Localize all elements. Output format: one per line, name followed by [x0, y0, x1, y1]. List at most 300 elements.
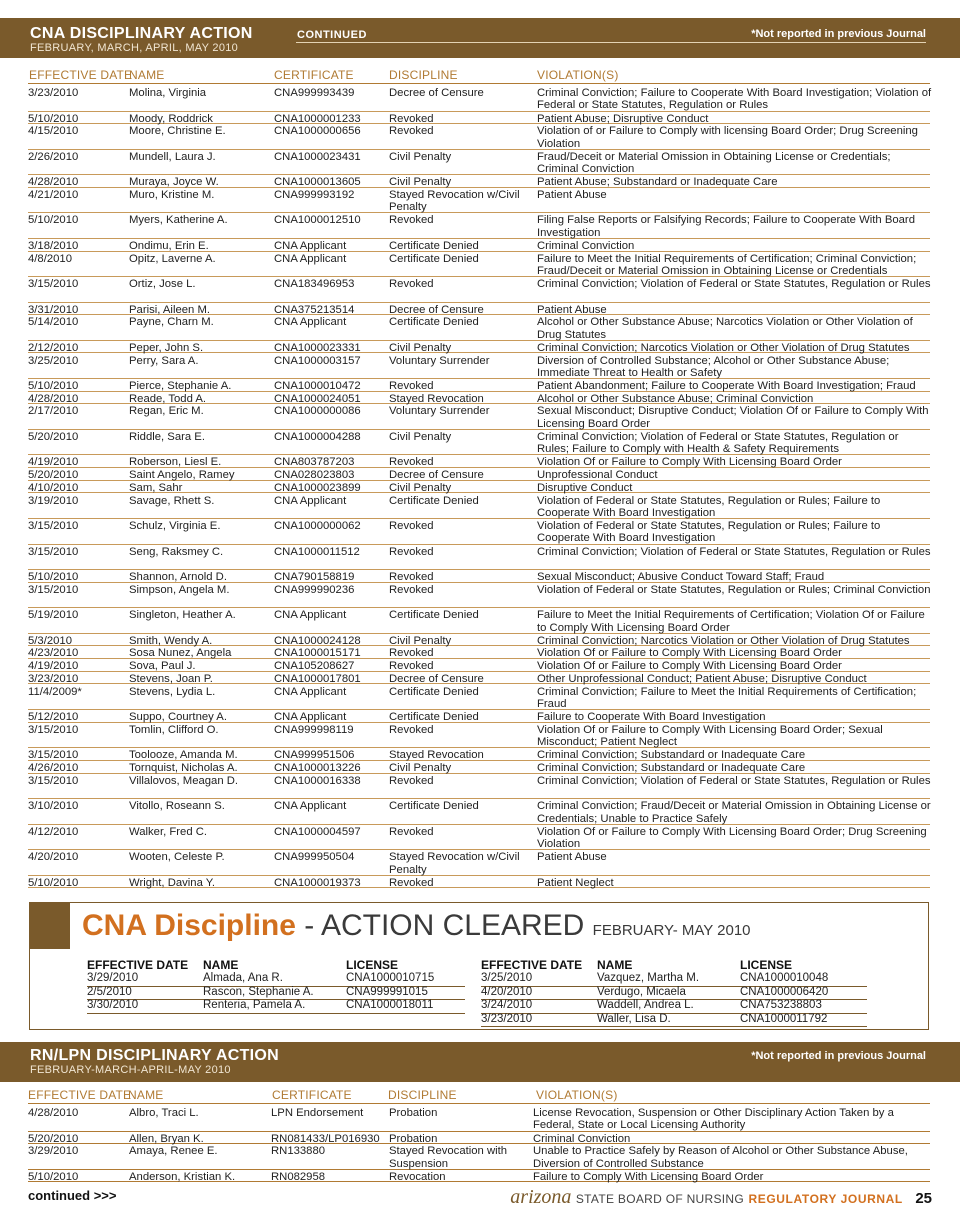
effective-date: 3/31/2010 — [28, 303, 79, 316]
discipline: Civil Penalty — [389, 430, 452, 443]
effective-date: 5/20/2010 — [28, 1132, 79, 1145]
name: Regan, Eric M. — [129, 405, 204, 418]
name: Peper, John S. — [129, 341, 204, 354]
name: Ondimu, Erin E. — [129, 239, 209, 252]
name: Riddle, Sara E. — [129, 430, 205, 443]
cleared-column-header: NAME — [203, 958, 239, 972]
name: Stevens, Joan P. — [129, 672, 213, 685]
effective-date: 4/15/2010 — [28, 125, 79, 138]
name: Savage, Rhett S. — [129, 494, 215, 507]
certificate: CNA1000024051 — [274, 392, 361, 405]
certificate: RN133880 — [271, 1145, 326, 1158]
effective-date: 4/19/2010 — [28, 456, 79, 469]
discipline: Certificate Denied — [389, 494, 479, 507]
violation: Alcohol or Other Substance Abuse; Narcotics Violation or Other Violation of Drug Statutes — [537, 316, 913, 341]
column-header: DISCIPLINE — [389, 68, 458, 82]
certificate: CNA999990236 — [274, 583, 355, 596]
table-row — [28, 748, 930, 761]
name: Muro, Kristine M. — [129, 188, 215, 201]
certificate: CNA Applicant — [274, 609, 347, 622]
table-row — [28, 481, 930, 494]
discipline: Certificate Denied — [389, 711, 479, 723]
cleared-license: CNA1000006420 — [740, 985, 829, 998]
table-row — [28, 239, 930, 252]
effective-date: 3/23/2010 — [28, 87, 79, 99]
certificate: CNA1000000062 — [274, 520, 361, 532]
effective-date: 4/19/2010 — [28, 660, 79, 673]
discipline: Revoked — [389, 825, 434, 838]
effective-date: 5/10/2010 — [28, 380, 79, 392]
effective-date: 4/12/2010 — [28, 825, 79, 838]
cleared-title-bold: CNA Discipline — [82, 909, 296, 942]
violation: Patient Abuse; Disruptive Conduct — [537, 112, 709, 125]
effective-date: 2/17/2010 — [28, 405, 79, 418]
discipline: Voluntary Surrender — [389, 354, 490, 367]
table-row — [28, 86, 930, 112]
cleared-column-header: LICENSE — [346, 958, 399, 972]
effective-date: 4/8/2010 — [28, 252, 72, 265]
name: Sova, Paul J. — [129, 660, 196, 673]
effective-date: 5/20/2010 — [28, 469, 79, 482]
discipline: Civil Penalty — [389, 176, 452, 189]
cleared-license: CNA999991015 — [346, 985, 428, 998]
certificate: CNA1000019373 — [274, 876, 361, 889]
certificate: LPN Endorsement — [271, 1107, 364, 1119]
table-row — [28, 723, 930, 749]
cleared-title — [82, 909, 751, 943]
table-row — [28, 188, 930, 214]
name: Shannon, Arnold D. — [129, 571, 227, 583]
cleared-row — [87, 986, 465, 1001]
effective-date: 11/4/2009* — [28, 685, 82, 698]
certificate: CNA1000013226 — [274, 761, 361, 774]
table-row — [28, 850, 930, 876]
table-row — [28, 213, 930, 239]
effective-date: 4/28/2010 — [28, 176, 79, 189]
effective-date: 5/10/2010 — [28, 1170, 79, 1183]
discipline: Certificate Denied — [389, 316, 479, 329]
violation: Patient Neglect — [537, 876, 614, 889]
rn-section-title: RN/LPN DISCIPLINARY ACTION — [30, 1047, 279, 1064]
table-row — [28, 354, 930, 380]
table-row — [28, 404, 930, 430]
certificate: CNA1000017801 — [274, 672, 361, 685]
rn-header-band — [0, 1042, 960, 1082]
effective-date: 3/23/2010 — [28, 672, 79, 685]
effective-date: 3/15/2010 — [28, 545, 79, 558]
publication-brand — [510, 1186, 932, 1209]
cna-section-title: CNA DISCIPLINARY ACTION — [30, 25, 253, 42]
discipline: Revocation — [389, 1170, 446, 1183]
discipline: Stayed Revocation with Suspension — [389, 1145, 508, 1170]
effective-date: 3/19/2010 — [28, 494, 79, 507]
certificate: CNA1000023331 — [274, 341, 361, 354]
cleared-name: Vazquez, Martha M. — [597, 972, 700, 984]
discipline: Certificate Denied — [389, 239, 479, 252]
discipline: Revoked — [389, 876, 434, 889]
cleared-column-header: EFFECTIVE DATE — [87, 958, 189, 972]
certificate: CNA1000023431 — [274, 150, 361, 163]
cleared-name: Rascon, Stephanie A. — [203, 985, 314, 998]
name: Muraya, Joyce W. — [129, 176, 219, 189]
violation: Violation of or Failure to Comply with licensing Board Order; Drug Screening Violation — [537, 125, 918, 150]
violation: Diversion of Controlled Substance; Alcohol or Other Substance Abuse; Immediate Threat to Health or Safety — [537, 354, 890, 379]
discipline: Revoked — [389, 647, 434, 660]
table-row — [28, 392, 930, 405]
table-row — [28, 303, 930, 316]
violation: Sexual Misconduct; Abusive Conduct Toward Staff; Fraud — [537, 571, 825, 583]
cleared-title-period: FEBRUARY- MAY 2010 — [592, 922, 751, 939]
discipline: Stayed Revocation w/Civil Penalty — [389, 851, 520, 876]
effective-date: 4/20/2010 — [28, 851, 79, 864]
certificate: CNA1000004597 — [274, 825, 361, 838]
name: Parisi, Aileen M. — [129, 303, 210, 316]
cleared-row — [481, 1013, 867, 1028]
table-row — [28, 494, 930, 520]
name: Albro, Traci L. — [129, 1107, 199, 1119]
violation: Patient Abuse — [537, 188, 607, 201]
certificate: CNA1000003157 — [274, 354, 361, 367]
cleared-license: CNA1000018011 — [346, 999, 434, 1012]
effective-date: 5/12/2010 — [28, 711, 79, 723]
cleared-accent-bar — [30, 903, 70, 949]
violation: Other Unprofessional Conduct; Patient Abuse; Disruptive Conduct — [537, 672, 867, 685]
effective-date: 4/23/2010 — [28, 647, 79, 660]
discipline: Voluntary Surrender — [389, 405, 490, 418]
certificate: CNA790158819 — [274, 571, 355, 583]
violation: Failure to Meet the Initial Requirements of Certification; Violation Of or Failure to Comply With Licensing Board Order — [537, 609, 925, 634]
certificate: CNA999950504 — [274, 851, 355, 864]
cleared-title-main: - ACTION CLEARED — [295, 909, 593, 942]
cna-section-subtitle: FEBRUARY, MARCH, APRIL, MAY 2010 — [30, 42, 239, 54]
cleared-row — [481, 972, 867, 987]
certificate: RN082958 — [271, 1170, 326, 1183]
certificate: CNA Applicant — [274, 316, 347, 329]
cleared-column-header: NAME — [597, 958, 633, 972]
effective-date: 3/15/2010 — [28, 583, 79, 596]
table-row — [28, 1132, 930, 1145]
cleared-name: Renteria, Pamela A. — [203, 999, 306, 1012]
violation: Criminal Conviction; Failure to Cooperate With Board Investigation; Violation of Federal or State Statutes, Regulation or Rules — [537, 87, 932, 112]
continued-label: CONTINUED — [297, 29, 367, 41]
name: Myers, Katherine A. — [129, 214, 228, 227]
violation: Sexual Misconduct; Disruptive Conduct; Violation Of or Failure to Comply With Licensing Board Order — [537, 405, 929, 430]
cleared-date: 2/5/2010 — [87, 985, 132, 998]
effective-date: 5/19/2010 — [28, 609, 79, 622]
effective-date: 5/10/2010 — [28, 571, 79, 583]
discipline: Civil Penalty — [389, 634, 452, 647]
name: Roberson, Liesl E. — [129, 456, 222, 469]
violation: Criminal Conviction; Substandard or Inadequate Care — [537, 749, 806, 762]
column-header: CERTIFICATE — [272, 1088, 352, 1102]
table-row — [28, 150, 930, 176]
effective-date: 3/15/2010 — [28, 278, 79, 291]
discipline: Civil Penalty — [389, 341, 452, 354]
table-row — [28, 876, 930, 889]
violation: Disruptive Conduct — [537, 481, 633, 494]
effective-date: 4/28/2010 — [28, 1107, 79, 1119]
table-row — [28, 468, 930, 481]
cleared-date: 3/30/2010 — [87, 999, 139, 1012]
effective-date: 5/10/2010 — [28, 214, 79, 227]
violation: Violation of Federal or State Statutes, Regulation or Rules; Criminal Conviction — [537, 583, 931, 596]
name: Wooten, Celeste P. — [129, 851, 225, 864]
action-cleared-box — [29, 902, 929, 1030]
column-header: VIOLATION(S) — [536, 1088, 618, 1102]
table-row — [28, 545, 930, 571]
certificate: CNA Applicant — [274, 800, 347, 813]
name: Seng, Raksmey C. — [129, 545, 224, 558]
discipline: Decree of Censure — [389, 469, 484, 482]
certificate: CNA1000000086 — [274, 405, 361, 418]
certificate: CNA1000004288 — [274, 430, 361, 443]
discipline: Revoked — [389, 125, 434, 138]
name: Opitz, Laverne A. — [129, 252, 216, 265]
cleared-license: CNA1000010715 — [346, 972, 435, 984]
effective-date: 5/14/2010 — [28, 316, 79, 329]
column-header: EFFECTIVE DATE — [29, 68, 133, 82]
name: Vitollo, Roseann S. — [129, 800, 225, 813]
table-row — [28, 710, 930, 723]
violation: Violation Of or Failure to Comply With Licensing Board Order; Drug Screening Violation — [537, 825, 927, 850]
violation: Criminal Conviction; Violation of Federal or State Statutes, Regulation or Rules — [537, 774, 931, 787]
violation: License Revocation, Suspension or Other Disciplinary Action Taken by a Federal, State or Local Licensing Authority — [533, 1107, 894, 1132]
discipline: Decree of Censure — [389, 87, 484, 99]
discipline: Revoked — [389, 456, 434, 469]
certificate: CNA1000001233 — [274, 112, 361, 125]
cleared-row — [481, 986, 867, 1001]
violation: Filing False Reports or Falsifying Records; Failure to Cooperate With Board Investigation — [537, 214, 915, 239]
name: Singleton, Heather A. — [129, 609, 236, 622]
column-header: NAME — [128, 1088, 164, 1102]
table-row — [28, 659, 930, 672]
violation: Criminal Conviction; Failure to Meet the Initial Requirements of Certification; Fraud — [537, 685, 917, 710]
violation: Patient Abuse; Substandard or Inadequate Care — [537, 176, 778, 189]
name: Payne, Charn M. — [129, 316, 214, 329]
name: Saint Angelo, Ramey — [129, 469, 235, 482]
cleared-license: CNA1000010048 — [740, 972, 829, 984]
cleared-column-header: EFFECTIVE DATE — [481, 958, 583, 972]
table-row — [28, 1144, 930, 1170]
discipline: Civil Penalty — [389, 481, 452, 494]
column-header: CERTIFICATE — [274, 68, 354, 82]
certificate: CNA999993192 — [274, 188, 355, 201]
violation: Violation of Federal or State Statutes, Regulation or Rules; Failure to Cooperate With Board Investigation — [537, 494, 881, 519]
table-row — [28, 1170, 930, 1183]
discipline: Revoked — [389, 774, 434, 787]
effective-date: 3/29/2010 — [28, 1145, 79, 1158]
certificate: CNA Applicant — [274, 239, 347, 252]
violation: Violation Of or Failure to Comply With Licensing Board Order — [537, 660, 842, 673]
effective-date: 3/25/2010 — [28, 354, 79, 367]
discipline: Probation — [389, 1132, 438, 1145]
discipline: Revoked — [389, 278, 434, 291]
column-header: EFFECTIVE DATE — [28, 1088, 132, 1102]
effective-date: 5/20/2010 — [28, 430, 79, 443]
table-row — [28, 646, 930, 659]
cna-header-line — [28, 83, 930, 84]
certificate: CNA1000013605 — [274, 176, 361, 189]
violation: Criminal Conviction; Substandard or Inadequate Care — [537, 761, 806, 774]
effective-date: 3/15/2010 — [28, 749, 79, 762]
certificate: CNA Applicant — [274, 252, 347, 265]
cleared-date: 3/23/2010 — [481, 1012, 533, 1025]
discipline: Probation — [389, 1107, 438, 1119]
table-row — [28, 112, 930, 125]
table-row — [28, 685, 930, 711]
discipline: Certificate Denied — [389, 609, 479, 622]
discipline: Stayed Revocation — [389, 749, 484, 762]
name: Molina, Virginia — [129, 87, 207, 99]
effective-date: 2/12/2010 — [28, 341, 79, 354]
name: Reade, Todd A. — [129, 392, 207, 405]
certificate: RN081433/LP016930 — [271, 1132, 380, 1145]
table-row — [28, 379, 930, 392]
table-row — [28, 825, 930, 851]
discipline: Revoked — [389, 660, 434, 673]
name: Pierce, Stephanie A. — [129, 380, 232, 392]
table-row — [28, 761, 930, 774]
table-row — [28, 277, 930, 303]
name: Stevens, Lydia L. — [129, 685, 216, 698]
name: Simpson, Angela M. — [129, 583, 230, 596]
column-header: DISCIPLINE — [388, 1088, 457, 1102]
cleared-row — [87, 972, 465, 987]
discipline: Revoked — [389, 380, 434, 392]
name: Anderson, Kristian K. — [129, 1170, 236, 1183]
cleared-date: 3/24/2010 — [481, 999, 533, 1012]
effective-date: 4/21/2010 — [28, 188, 79, 201]
certificate: CNA028023803 — [274, 469, 355, 482]
certificate: CNA1000024128 — [274, 634, 361, 647]
table-row — [28, 570, 930, 583]
name: Tomlin, Clifford O. — [129, 723, 219, 736]
discipline: Certificate Denied — [389, 800, 479, 813]
table-row — [28, 799, 930, 825]
brand-state: arizona — [510, 1186, 572, 1208]
violation: Patient Abuse — [537, 851, 607, 864]
table-row — [28, 672, 930, 685]
violation: Violation Of or Failure to Comply With Licensing Board Order; Sexual Misconduct; Patient Neglect — [537, 723, 883, 749]
effective-date: 5/3/2010 — [28, 634, 72, 647]
name: Amaya, Renee E. — [129, 1145, 218, 1158]
certificate: CNA999993439 — [274, 87, 355, 99]
discipline: Decree of Censure — [389, 672, 484, 685]
table-row — [28, 608, 930, 634]
table-row — [28, 430, 930, 456]
effective-date: 5/10/2010 — [28, 876, 79, 889]
table-row — [28, 455, 930, 468]
name: Moody, Roddrick — [129, 112, 213, 125]
discipline: Revoked — [389, 723, 434, 736]
name: Sosa Nunez, Angela — [129, 647, 232, 660]
name: Schulz, Virginia E. — [129, 520, 221, 532]
violation: Violation Of or Failure to Comply With Licensing Board Order — [537, 456, 842, 469]
certificate: CNA999998119 — [274, 723, 354, 736]
certificate: CNA1000011512 — [274, 545, 360, 558]
certificate: CNA1000016338 — [274, 774, 361, 787]
name: Toolooze, Amanda M. — [129, 749, 238, 762]
violation: Criminal Conviction; Violation of Federal or State Statutes, Regulation or Rules — [537, 278, 931, 291]
name: Walker, Fred C. — [129, 825, 208, 838]
effective-date: 5/10/2010 — [28, 112, 79, 125]
effective-date: 4/10/2010 — [28, 481, 79, 494]
column-header: NAME — [129, 68, 165, 82]
cleared-license: CNA753238803 — [740, 999, 822, 1012]
name: Moore, Christine E. — [129, 125, 226, 138]
violation: Criminal Conviction; Narcotics Violation or Other Violation of Drug Statutes — [537, 341, 910, 354]
certificate: CNA Applicant — [274, 711, 347, 723]
certificate: CNA1000015171 — [274, 647, 361, 660]
effective-date: 4/28/2010 — [28, 392, 79, 405]
discipline: Revoked — [389, 214, 434, 227]
certificate: CNA803787203 — [274, 456, 355, 469]
discipline: Certificate Denied — [389, 685, 479, 698]
effective-date: 3/18/2010 — [28, 239, 79, 252]
column-header: VIOLATION(S) — [537, 68, 619, 82]
effective-date: 3/15/2010 — [28, 520, 79, 532]
cleared-date: 4/20/2010 — [481, 985, 533, 998]
violation: Criminal Conviction; Violation of Federal or State Statutes, Regulation or Rules — [537, 545, 931, 558]
continued-link[interactable]: continued >>> — [28, 1188, 117, 1203]
violation: Criminal Conviction; Fraud/Deceit or Material Omission in Obtaining License or Credentials; Unable to Practice Safely — [537, 800, 931, 825]
discipline: Revoked — [389, 571, 434, 583]
name: Wright, Davina Y. — [129, 876, 216, 889]
certificate: CNA1000010472 — [274, 380, 361, 392]
discipline: Stayed Revocation — [389, 392, 484, 405]
not-reported-note: *Not reported in previous Journal — [751, 28, 926, 40]
certificate: CNA1000012510 — [274, 214, 361, 227]
cleared-column-header: LICENSE — [740, 958, 793, 972]
certificate: CNA Applicant — [274, 494, 347, 507]
violation: Criminal Conviction — [533, 1132, 631, 1145]
name: Villalovos, Meagan D. — [129, 774, 239, 787]
effective-date: 3/15/2010 — [28, 774, 79, 787]
name: Allen, Bryan K. — [129, 1132, 204, 1145]
violation: Unable to Practice Safely by Reason of Alcohol or Other Substance Abuse, Diversion of Controlled Substance — [533, 1145, 908, 1170]
rn-not-reported-note: *Not reported in previous Journal — [751, 1050, 926, 1062]
table-row — [28, 583, 930, 609]
violation: Criminal Conviction; Narcotics Violation or Other Violation of Drug Statutes — [537, 634, 910, 647]
cleared-name: Waddell, Andrea L. — [597, 999, 694, 1012]
certificate: CNA1000023899 — [274, 481, 361, 494]
name: Ortiz, Jose L. — [129, 278, 196, 291]
violation: Patient Abuse — [537, 303, 607, 316]
effective-date: 3/15/2010 — [28, 723, 79, 736]
violation: Failure to Comply With Licensing Board Order — [533, 1170, 764, 1183]
cleared-license: CNA1000011792 — [740, 1012, 828, 1025]
name: Sam, Sahr — [129, 481, 183, 494]
name: Perry, Sara A. — [129, 354, 199, 367]
name: Smith, Wendy A. — [129, 634, 213, 647]
name: Suppo, Courtney A. — [129, 711, 227, 723]
discipline: Revoked — [389, 583, 434, 596]
violation: Unprofessional Conduct — [537, 469, 658, 482]
effective-date: 3/10/2010 — [28, 800, 79, 813]
violation: Criminal Conviction; Violation of Federal or State Statutes, Regulation or Rules; Failure to Comply with Health & Safety Requirements — [537, 430, 899, 456]
violation: Alcohol or Other Substance Abuse; Criminal Conviction — [537, 392, 814, 405]
discipline: Decree of Censure — [389, 303, 484, 316]
table-row — [28, 315, 930, 341]
table-row — [28, 774, 930, 800]
cleared-name: Waller, Lisa D. — [597, 1012, 671, 1025]
table-row — [28, 634, 930, 647]
cleared-date: 3/29/2010 — [87, 972, 139, 984]
table-row — [28, 1106, 930, 1132]
rn-section-subtitle: FEBRUARY-MARCH-APRIL-MAY 2010 — [30, 1064, 231, 1076]
discipline: Stayed Revocation w/Civil Penalty — [389, 188, 520, 214]
table-row — [28, 175, 930, 188]
